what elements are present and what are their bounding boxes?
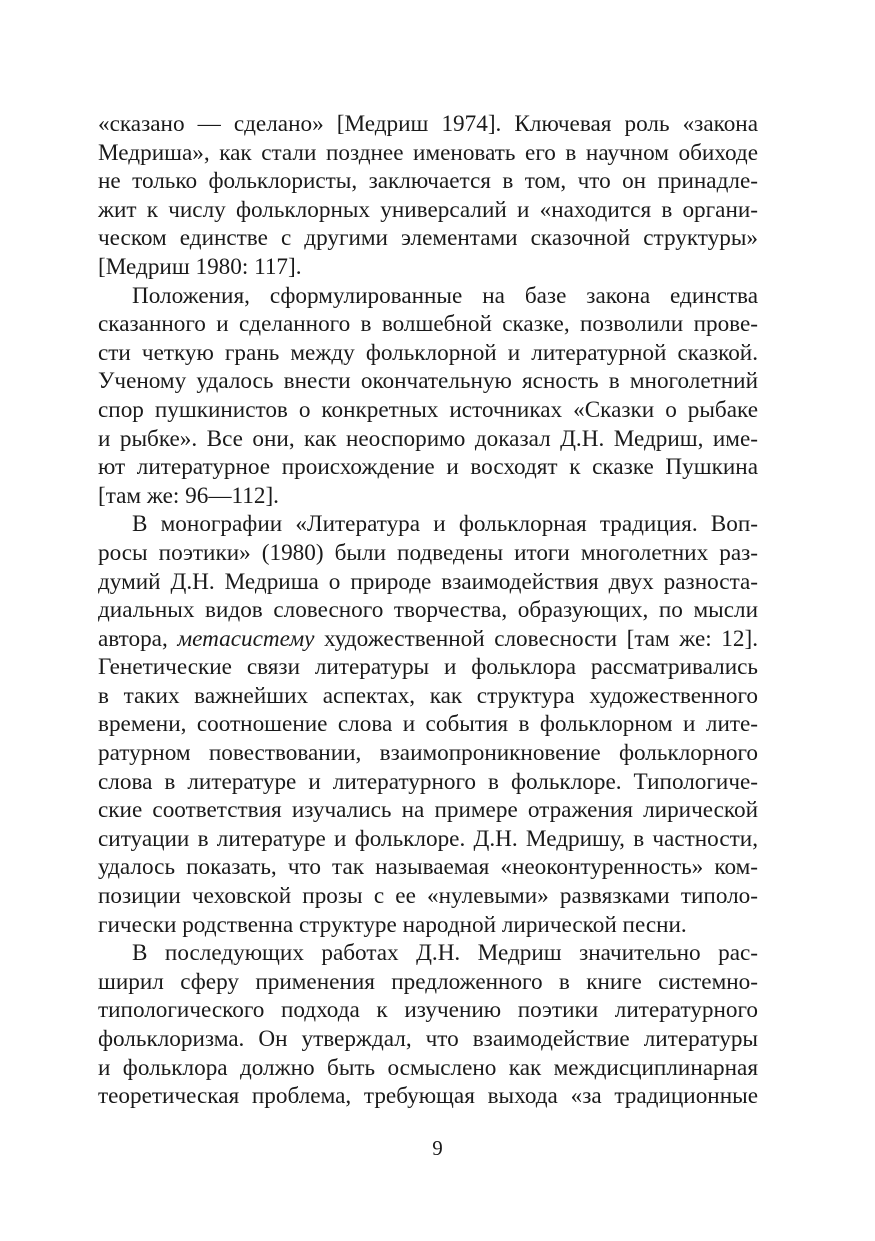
text-line: фольклоризма. Он утверждал, что взаимодействие литературы [98, 1026, 758, 1052]
text-line: В последующих работах Д.Н. Медриш значительно рас- [132, 940, 758, 967]
text-line: ширил сферу применения предложенного в книге системно- [98, 968, 758, 995]
paragraph-3 [98, 510, 758, 939]
paragraph-2 [98, 282, 758, 511]
text-line: диальных видов словесного творчества, образующих, по мысли [98, 597, 758, 624]
text-line: ратурном повествовании, взаимопроникновение фольклорного [98, 740, 758, 767]
text-line: ситуации в литературе и фольклоре. Д.Н. Медришу, в частности, [98, 825, 758, 852]
text-segment: художественной словесности [там же: 12]. [314, 625, 758, 652]
text-line: думий Д.Н. Медриша о природе взаимодействия двух разноста- [98, 568, 758, 595]
text-line: времени, соотношение слова и события в фольклорном и лите- [98, 711, 758, 738]
text-line: теоретическая проблема, требующая выхода «за традиционные [98, 1083, 758, 1110]
text-line: Генетические связи литературы и фольклора рассматривались [98, 654, 758, 681]
text-line: росы поэтики» (1980) были подведены итоги многолетних раз- [98, 539, 758, 566]
text-line: и фольклора должно быть осмыслено как междисциплинарная [98, 1054, 758, 1081]
text-line: ют литературное происхождение и восходят к сказке Пушкина [98, 454, 758, 481]
paragraph-1 [98, 110, 758, 282]
text-line: сти четкую грань между фольклорной и литературной сказкой. [98, 339, 758, 366]
text-line: Положения, сформулированные на базе закона единства [132, 282, 758, 309]
text-line: типологического подхода к изучению поэтики литературного [98, 997, 758, 1024]
text-segment: автора, [98, 625, 178, 652]
paragraph-4 [98, 939, 758, 1111]
text-line: [там же: 96—112]. [98, 482, 279, 509]
page-body [98, 110, 758, 1111]
text-line: В монографии «Литература и фольклорная традиция. Воп- [132, 511, 758, 538]
text-line: жит к числу фольклорных универсалий и «находится в органи- [98, 196, 758, 223]
text-line: сказанного и сделанного в волшебной сказке, позволили прове- [98, 311, 758, 338]
text-line: Ученому удалось внести окончательную ясность в многолетний [98, 368, 758, 395]
text-line-with-italic [98, 625, 758, 654]
text-line: в таких важнейших аспектах, как структура художественного [98, 682, 758, 709]
text-line: удалось показать, что так называемая «неоконтуренность» ком- [98, 854, 758, 881]
page-number: 9 [432, 1136, 443, 1160]
text-line: Медриша», как стали позднее именовать его в научном обиходе [98, 139, 758, 166]
text-line: и рыбке». Все они, как неоспоримо доказал Д.Н. Медриш, име- [98, 425, 758, 452]
italic-term: метасистему [177, 625, 315, 652]
text-line: гически родственна структуре народной лирической песни. [98, 911, 687, 938]
text-line: ские соответствия изучались на примере отражения лирической [98, 797, 758, 824]
text-line: спор пушкинистов о конкретных источниках «Сказки о рыбаке [98, 396, 758, 423]
text-line: ческом единстве с другими элементами сказочной структуры» [98, 225, 758, 252]
text-line: слова в литературе и литературного в фольклоре. Типологиче- [98, 768, 758, 795]
text-line: «сказано — сделано» [Медриш 1974]. Ключевая роль «закона [98, 111, 758, 137]
text-line: [Медриш 1980: 117]. [98, 253, 302, 280]
text-line: не только фольклористы, заключается в том, что он принадле- [98, 168, 758, 195]
text-line: позиции чеховской прозы с ее «нулевыми» развязками типоло- [98, 883, 758, 910]
